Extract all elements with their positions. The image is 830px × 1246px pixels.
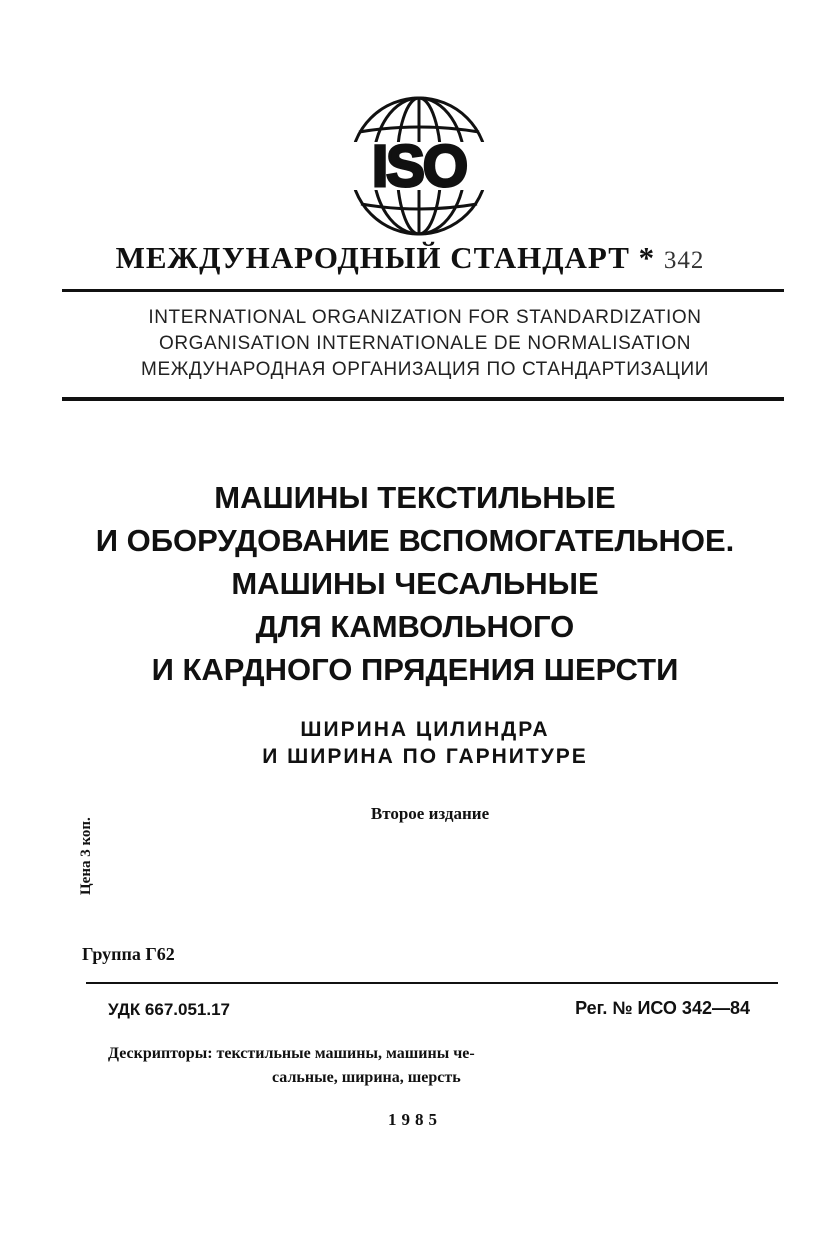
document-title — [0, 476, 830, 691]
org-name-ru: МЕЖДУНАРОДНАЯ ОРГАНИЗАЦИЯ ПО СТАНДАРТИЗАЦИИ — [141, 359, 709, 380]
document-subtitle — [0, 716, 830, 770]
title-line: И ОБОРУДОВАНИЕ ВСПОМОГАТЕЛЬНОЕ. — [95, 523, 735, 558]
descriptors — [108, 1042, 668, 1090]
title-line: МАШИНЫ ЧЕСАЛЬНЫЕ — [231, 566, 599, 601]
standard-heading — [60, 240, 760, 276]
iso-globe-logo — [345, 92, 493, 240]
title-line: МАШИНЫ ТЕКСТИЛЬНЫЕ — [214, 480, 616, 515]
group-label: Группа Г62 — [82, 944, 175, 964]
title-line: ДЛЯ КАМВОЛЬНОГО — [255, 609, 575, 644]
edition-note: Второе издание — [370, 804, 490, 823]
udk-code: УДК 667.051.17 — [108, 1000, 231, 1019]
publication-year: 1985 — [388, 1110, 442, 1129]
standard-number: 342 — [663, 247, 705, 274]
subtitle-line: ШИРИНА ЦИЛИНДРА — [300, 718, 550, 741]
top-rule — [62, 289, 784, 292]
footer-rule — [86, 982, 778, 984]
subtitle-line: И ШИРИНА ПО ГАРНИТУРЕ — [262, 745, 588, 768]
organizations-rule — [62, 397, 784, 401]
org-name-fr: ORGANISATION INTERNATIONALE DE NORMALISATION — [158, 333, 692, 354]
org-name-en: INTERNATIONAL ORGANIZATION FOR STANDARDIZATION — [148, 307, 702, 328]
descriptors-line: сальные, ширина, шерсть — [272, 1069, 461, 1086]
logo-text: ISO — [372, 134, 466, 199]
standard-title: МЕЖДУНАРОДНЫЙ СТАНДАРТ — [115, 240, 630, 275]
title-line: И КАРДНОГО ПРЯДЕНИЯ ШЕРСТИ — [151, 652, 679, 687]
price-label: Цена 3 коп. — [78, 817, 94, 895]
standard-marker: * — [638, 240, 656, 275]
globe-icon — [345, 92, 493, 240]
descriptors-line: Дескрипторы: текстильные машины, машины че- — [108, 1045, 475, 1062]
registration-number: Рег. № ИСО 342—84 — [575, 998, 750, 1018]
organization-names — [62, 305, 788, 383]
